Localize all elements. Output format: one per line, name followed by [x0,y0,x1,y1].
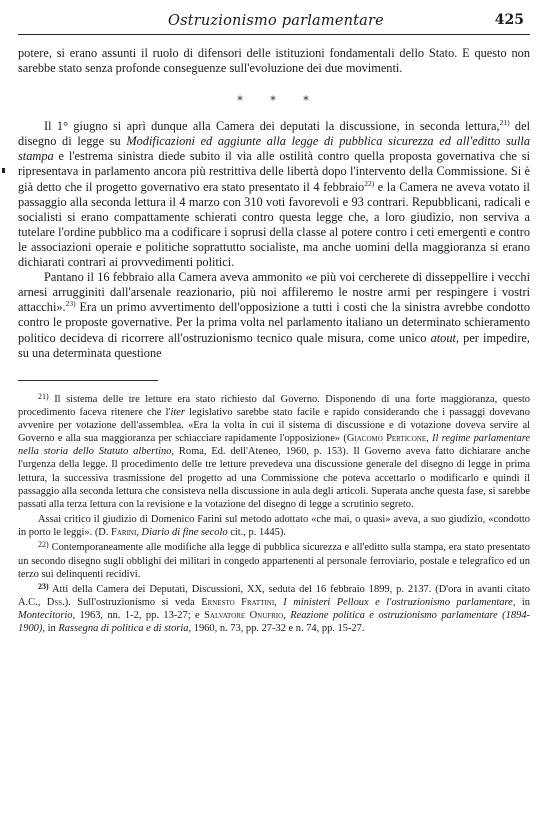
footnote-text: Atti della Camera dei Deputati, Discussioni, XX, seduta del 16 febbraio 1899, p. 2137. (D'ora in avanti citato A.C., [18,583,530,609]
footnote-text: , [283,610,291,622]
paragraph-text: Pantano il 16 febbraio alla Camera aveva ammonito «e più voi cercherete di disseppellire i vecchi arnesi arrugginiti dall'arsenale reazionario, più noi affileremo le nostre armi per respingere i vostri attacchi». [18,270,530,315]
abbreviation: Dss. [46,597,65,609]
footnote-number: 22) [38,540,49,550]
paragraph-text: Era un primo avvertimento dell'opposizione a tutti i costi che la sinistra avrebbe condotto contro le proposte governative. Per la prima volta nel parlamento italiano un determinato schieramento politico decideva di ricorrere all'ostruzionismo tecnico quale misura, come unico [18,300,530,345]
footnote-text: ). Sull'ostruzionismo si veda [64,597,202,609]
paragraph-text: Il 1° giugno si aprì dunque alla Camera dei deputati la discussione, in seconda lettura, [44,119,500,134]
paragraph-second-reading [18,119,530,270]
margin-mark [2,168,5,173]
footnote-text: , 1960, n. 73, pp. 27-32 e n. 74, pp. 15-27. [188,623,365,635]
footnote-italic: iter [170,406,185,418]
paragraph-pantano [18,270,530,361]
footnote-text: , [274,597,284,609]
footnote-divider [18,380,158,381]
footnote-ref-22[interactable]: 22) [364,178,375,188]
paragraph-text: , per impedire, su una determinata questione [18,330,530,360]
page-header [18,0,530,35]
footnote-text: Assai critico il giudizio di Domenico Farini sul metodo adottato «che mai, o quasi» aveva, a suo giudizio, «condotto in porto le leggi». ( [18,514,530,539]
footnote-text: , [136,527,142,539]
cited-journal: Rassegna di politica e di storia [58,623,189,635]
footnote-text: , Roma, Ed. dell'Ateneo, 1960, p. 153). Il Governo aveva fatto dichiarare anche l'urgenza della legge. Il procedimento delle tre letture prevedeva una discussione generale del disegno di legge in prima lettura, la successiva trasmissione del progetto ad una Commissione che poteva accettarlo o modificarlo e quindi il passaggio alla seconda lettura che consisteva nella discussione in aula degli articoli. Superata anche questa fase, si sarebbe passati alla terza lettura con la revisione e la votazione del disegno di legge a scrutinio segreto. [18,446,530,510]
footnote-ref-21[interactable]: 21) [499,118,510,128]
footnote-text: , [426,433,432,445]
footnotes [18,393,530,636]
paragraph-continuation: potere, si erano assunti il ruolo di difensori delle istituzioni fondamentali dello Stato. E questo non sarebbe stato senza profonde conseguenze sull'evoluzione dei due movimenti. [18,46,530,76]
cited-author: D. Farini [98,527,137,539]
page-number: 425 [494,12,524,28]
section-separator: * * * [237,94,321,108]
cited-author: Giacomo Perticone [346,433,427,445]
running-title: Ostruzionismo parlamentare [168,13,384,29]
footnote-ref-23[interactable]: 23) [65,299,76,309]
cited-title: Reazione politica e ostruzionismo parlamentare (1894-1900) [18,610,531,635]
atout-term: atout [430,330,456,345]
footnote-21 [18,393,530,511]
footnote-text: legislativo sarebbe stato facile e rapido considerando che i passaggi dovevano avvenire per votazione dell'assemblea. «Era la volta in cui il sistema di discussione e di votazione doveva servire al Governo e alla sua maggioranza per schiacciare rapidamente l'opposizione» ( [18,406,530,445]
footnote-text: cit., p. 1445). [227,527,286,539]
footnote-text: Il sistema delle tre letture era stato richiesto dal Governo. Disponendo di una forte maggioranza, questo procedimento faceva ritenere che l' [18,393,531,418]
footnote-text: , 1963, nn. 1-2, pp. 13-27; e [72,610,205,622]
footnote-text: Contemporaneamente alle modifiche alla legge di pubblica sicurezza e all'editto sulla stampa, era stato presentato un secondo disegno sugli obblighi dei militari in congedo appartenenti al personale ferroviario, postale e telegrafico ed un terzo sui delinquenti recidivi. [18,542,531,580]
paragraph-text: e l'estrema sinistra diede subito il via alle ostilità contro quella proposta governativa che si ripresentava in parlamento ancora più restrittiva delle libertà dopo l'intervento della Commissione. Si è già detto che il progetto governativo era stato presentato il 4 febbraio [18,149,530,194]
footnote-21-continued [18,513,530,539]
footnote-number: 23) [38,581,49,591]
cited-title: Il regime parlamentare nella storia dello Statuto albertino [18,433,530,458]
paragraph-text: del disegno di legge su [18,119,530,149]
cited-title: I ministeri Pelloux e l'ostruzionismo parlamentare [283,597,513,609]
footnote-text: , in [42,623,59,635]
bill-title: Modificazioni ed aggiunte alla legge di pubblica sicurezza ed all'editto sulla stampa [18,134,530,164]
footnote-23 [18,583,530,636]
footnote-text: , in [512,597,531,609]
cited-author: Ernesto Frattini [201,597,275,609]
paragraph-text: e la Camera ne aveva votato il passaggio alla seconda lettura il 4 marzo con 310 voti favorevoli e 93 contrari. Repubblicani, radicali e socialisti si erano compattamente schierati contro questa legge che, a loro giudizio, non serviva a tutelare l'ordine pubblico ma a codificare i soprusi della classe al potere contro i ceti emergenti e contro le associazioni operaie e politiche soprattutto socialiste, ma anche uomini della maggioranza si erano dichiarati contrari ai provvedimenti politici. [18,179,530,270]
book-page [18,0,530,638]
cited-journal: Montecitorio [18,610,73,622]
cited-author: Salvatore Onufrio [204,610,284,622]
cited-title: Diario di fine secolo [141,527,228,539]
footnote-number: 21) [38,391,49,401]
footnote-22 [18,541,530,580]
